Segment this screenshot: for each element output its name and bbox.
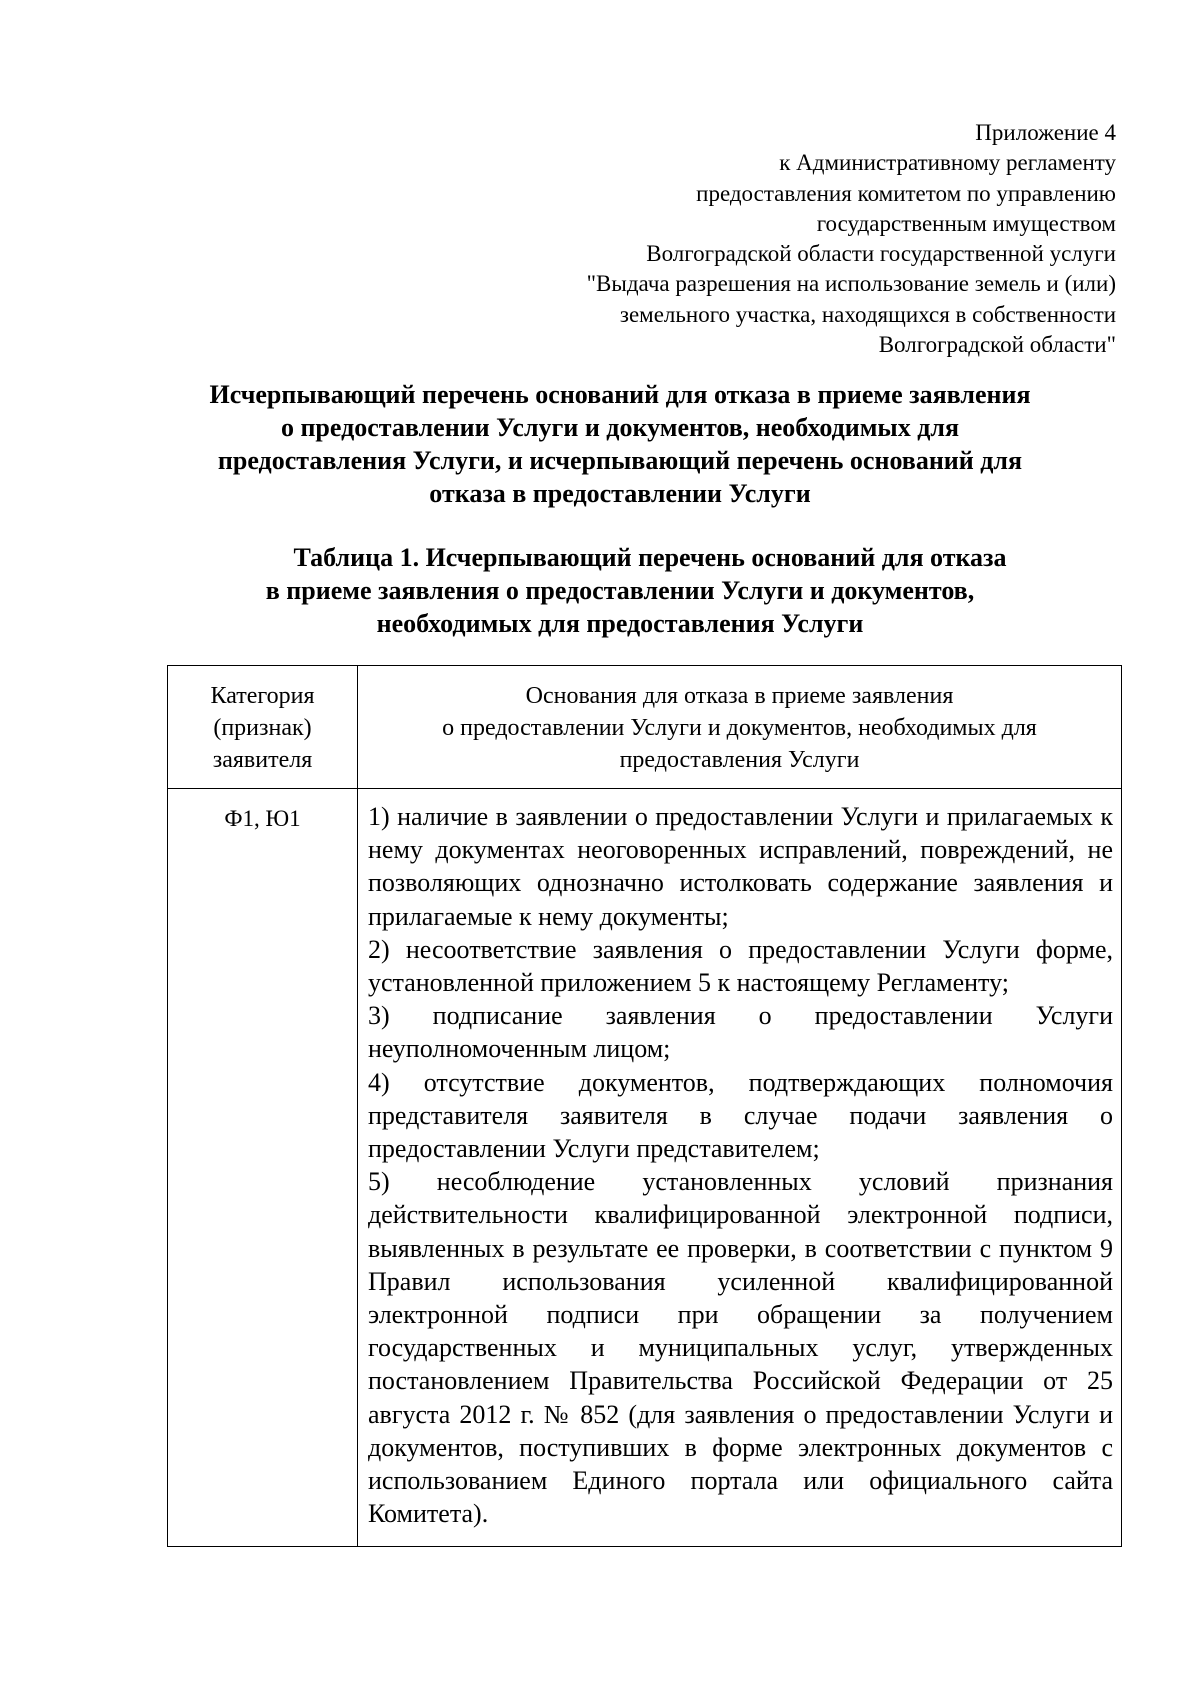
grounds-item: 4) отсутствие документов, подтверждающих полномочия представителя заявителя в случае подачи заявления о предоставлении Услуги представителем;: [368, 1067, 1113, 1164]
annex-line: Волгоградской области": [878, 332, 1116, 358]
annex-header: [416, 118, 1116, 360]
grounds-item: 5) несоблюдение установленных условий признания действительности квалифицированной электронной подписи, выявленных в результате ее проверки, в соответствии с пунктом 9 Правил использования усиленной квалифицированной электронной подписи при обращении за получением государственных и муниципальных услуг, утвержденных постановлением Правительства Российской Федерации от 25 августа 2012 г. № 852 (для заявления о предоставлении Услуги и документов, поступивших в форме электронных документов с использованием Единого портала или официального сайта Комитета).: [368, 1167, 1113, 1529]
annex-line: земельного участка, находящихся в собственности: [619, 301, 1116, 327]
document-title-line: Исчерпывающий перечень оснований для отказа в приеме заявления: [209, 380, 1031, 409]
table-row: [168, 789, 1122, 1547]
annex-line: "Выдача разрешения на использование земель и (или): [586, 271, 1116, 297]
annex-line: Приложение 4: [975, 120, 1116, 145]
header-grounds-line: предоставления Услуги: [619, 747, 860, 773]
grounds-table: [167, 665, 1122, 1547]
table-caption-line: Таблица 1. Исчерпывающий перечень оснований для отказа: [293, 543, 1007, 572]
header-grounds: [358, 666, 1122, 789]
table-caption-line: необходимых для предоставления Услуги: [376, 609, 864, 638]
category-cell: Ф1, Ю1: [168, 789, 358, 1547]
document-title-line: предоставления Услуги, и исчерпывающий перечень оснований для: [217, 446, 1023, 475]
grounds-item: 2) несоответствие заявления о предоставлении Услуги форме, установленной приложением 5 к настоящему Регламенту;: [368, 934, 1113, 998]
annex-line: предоставления комитетом по управлению: [696, 180, 1116, 206]
annex-line: Волгоградской области государственной услуги: [646, 241, 1116, 267]
table-caption-line: в приеме заявления о предоставлении Услуги и документов,: [265, 576, 975, 605]
header-category-line: (признак): [213, 715, 312, 741]
header-grounds-line: Основания для отказа в приеме заявления: [525, 683, 954, 709]
document-title-line: о предоставлении Услуги и документов, необходимых для: [280, 413, 960, 442]
table-header-row: [168, 666, 1122, 789]
header-category-line: Категория: [210, 683, 315, 709]
header-category: [168, 666, 358, 789]
annex-line: государственным имуществом: [816, 210, 1116, 236]
grounds-item: 3) подписание заявления о предоставлении Услуги неуполномоченным лицом;: [368, 1001, 1113, 1064]
header-category-line: заявителя: [212, 747, 313, 773]
header-grounds-line: о предоставлении Услуги и документов, необходимых для: [442, 715, 1037, 741]
table-caption: [150, 541, 1090, 640]
grounds-cell: [358, 789, 1122, 1547]
document-title-line: отказа в предоставлении Услуги: [429, 479, 811, 508]
annex-line: к Административному регламенту: [779, 150, 1116, 176]
grounds-item: 1) наличие в заявлении о предоставлении Услуги и прилагаемых к нему документах неоговоренных исправлений, повреждений, не позволяющих однозначно истолковать содержание заявления и прилагаемые к нему документы;: [368, 802, 1113, 931]
document-title: [150, 378, 1090, 510]
